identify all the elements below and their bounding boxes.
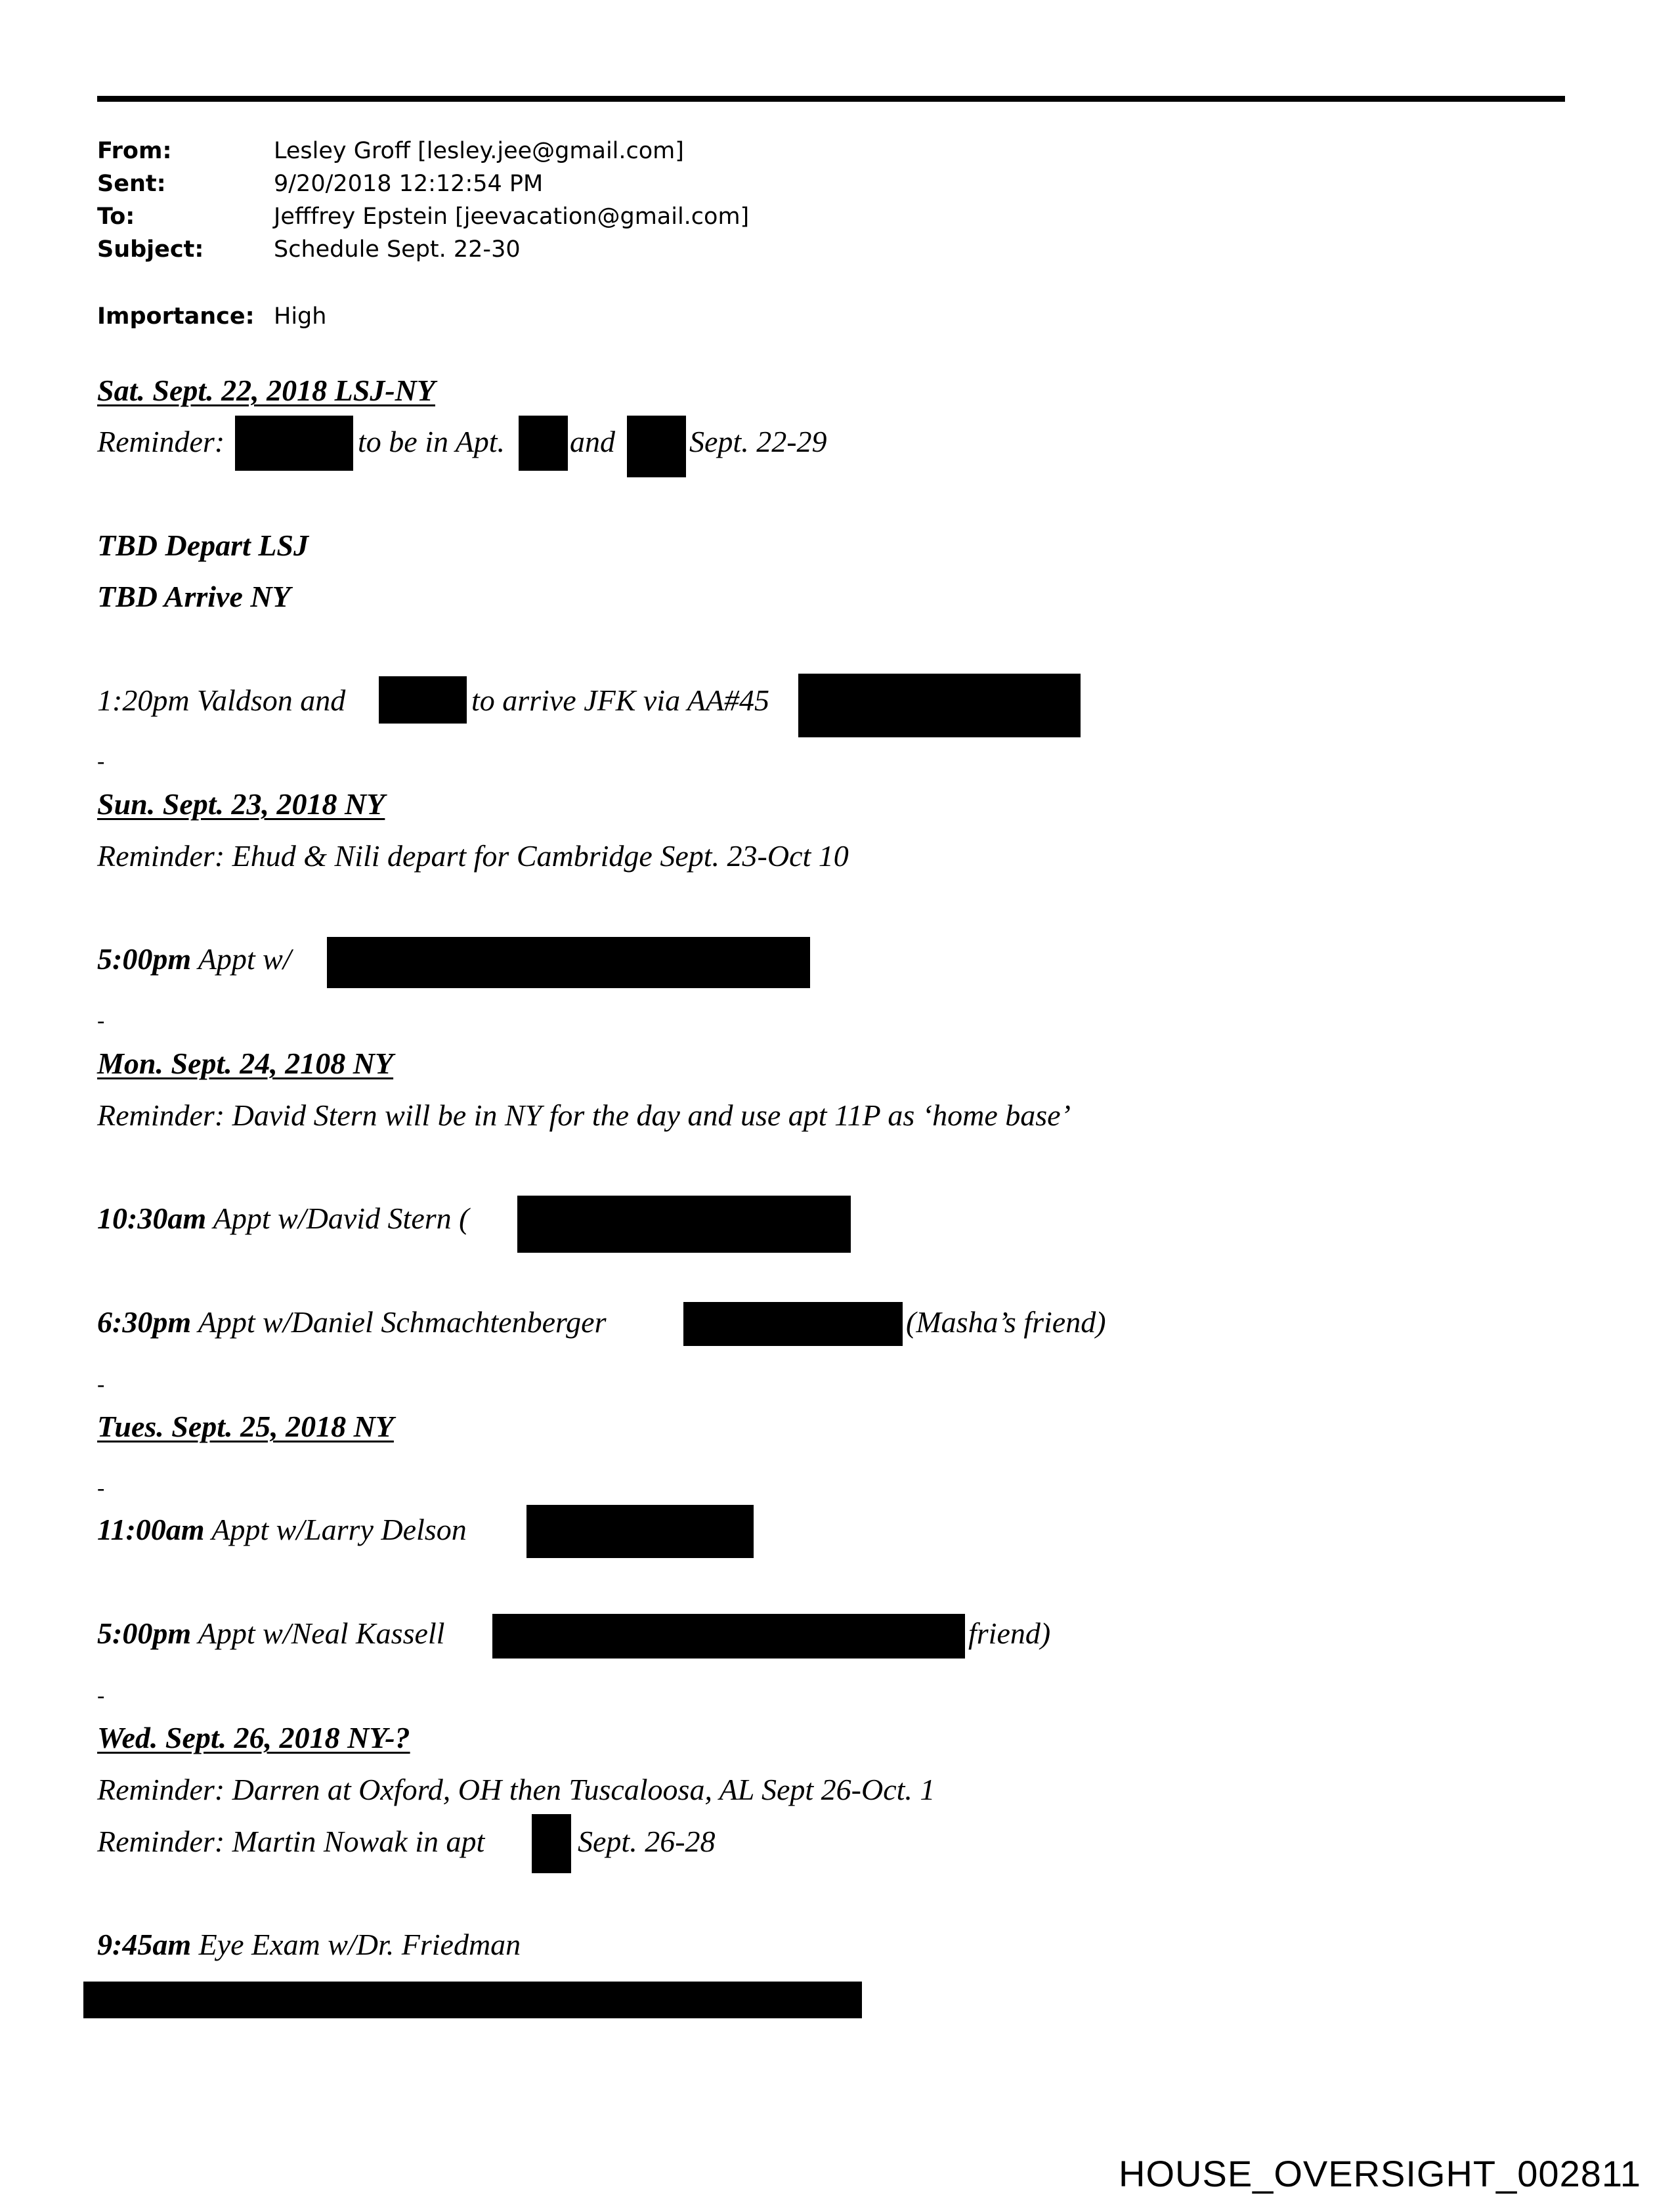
wed-reminder-1: Reminder: Darren at Oxford, OH then Tuscaloosa, AL Sept 26-Oct. 1 (97, 1773, 935, 1806)
redaction-box (519, 416, 568, 471)
bates-number: HOUSE_OVERSIGHT_002811 (1119, 2153, 1641, 2194)
day-heading-wed: Wed. Sept. 26, 2018 NY-? (97, 1721, 410, 1754)
appt-time: 9:45am (97, 1928, 192, 1961)
day-heading-sun: Sun. Sept. 23, 2018 NY (97, 787, 385, 821)
sat-reminder-b: to be in Apt. (358, 425, 505, 458)
redaction-box (798, 674, 1081, 737)
sent-label: Sent: (97, 171, 166, 197)
redaction-box (235, 416, 353, 471)
subject-value: Schedule Sept. 22-30 (274, 236, 521, 263)
subject-label: Subject: (97, 236, 204, 263)
separator-dash: - (97, 1008, 105, 1033)
wed-reminder-2b: Sept. 26-28 (578, 1825, 716, 1858)
to-value: Jefffrey Epstein [jeevacation@gmail.com] (274, 204, 750, 230)
mon-appt-2 (97, 1307, 607, 1337)
importance-value: High (274, 303, 327, 330)
separator-dash: - (97, 1683, 105, 1708)
arrival-a: 1:20pm Valdson and (97, 683, 346, 717)
mon-reminder: Reminder: David Stern will be in NY for the day and use apt 11P as ‘home base’ (97, 1098, 1071, 1132)
redaction-box (683, 1302, 903, 1346)
redaction-box (627, 416, 686, 477)
to-label: To: (97, 204, 135, 230)
day-heading-mon: Mon. Sept. 24, 2108 NY (97, 1047, 394, 1080)
appt-text: Eye Exam w/Dr. Friedman (198, 1928, 521, 1961)
appt-time: 5:00pm (97, 1616, 192, 1650)
redaction-box (379, 676, 467, 724)
redaction-box (83, 1982, 862, 2018)
sat-reminder-c: and (570, 425, 615, 458)
importance-label: Importance: (97, 303, 255, 330)
appt-time: 5:00pm (97, 942, 192, 976)
redaction-box (517, 1196, 851, 1253)
appt-time: 11:00am (97, 1513, 205, 1546)
sat-reminder-d: Sept. 22-29 (689, 425, 827, 458)
header-rule (97, 96, 1565, 102)
sent-value: 9/20/2018 12:12:54 PM (274, 171, 544, 197)
appt-time: 10:30am (97, 1202, 207, 1235)
redaction-box (492, 1614, 965, 1659)
tue-appt-1 (97, 1515, 467, 1545)
sun-appt (97, 944, 291, 974)
wed-reminder-2a: Reminder: Martin Nowak in apt (97, 1825, 485, 1858)
separator-dash: - (97, 1372, 105, 1397)
appt-time: 6:30pm (97, 1305, 192, 1339)
sun-reminder: Reminder: Ehud & Nili depart for Cambridge Sept. 23-Oct 10 (97, 839, 849, 873)
redaction-box (526, 1505, 754, 1558)
from-value: Lesley Groff [lesley.jee@gmail.com] (274, 138, 684, 164)
tue-appt-2 (97, 1618, 444, 1649)
from-label: From: (97, 138, 172, 164)
separator-dash: - (97, 1476, 105, 1500)
redaction-box (327, 937, 810, 988)
separator-dash: - (97, 749, 105, 773)
appt-text: Appt w/David Stern ( (213, 1202, 469, 1235)
appt-text: Appt w/Neal Kassell (198, 1616, 445, 1650)
mon-appt-2-tail: (Masha’s friend) (906, 1305, 1106, 1339)
day-heading-tue: Tues. Sept. 25, 2018 NY (97, 1410, 394, 1443)
arrival-b: to arrive JFK via AA#45 (471, 683, 769, 717)
wed-appt (97, 1930, 521, 1960)
appt-text: Appt w/Daniel Schmachtenberger (198, 1305, 607, 1339)
appt-text: Appt w/Larry Delson (211, 1513, 467, 1546)
tbd-arrive: TBD Arrive NY (97, 580, 291, 613)
tbd-depart: TBD Depart LSJ (97, 529, 309, 562)
mon-appt-1 (97, 1204, 469, 1234)
appt-text: Appt w/ (198, 942, 291, 976)
day-heading-sat: Sat. Sept. 22, 2018 LSJ-NY (97, 374, 435, 407)
redaction-box (532, 1814, 571, 1873)
tue-appt-2-tail: friend) (968, 1616, 1051, 1650)
sat-reminder-a: Reminder: (97, 425, 225, 458)
